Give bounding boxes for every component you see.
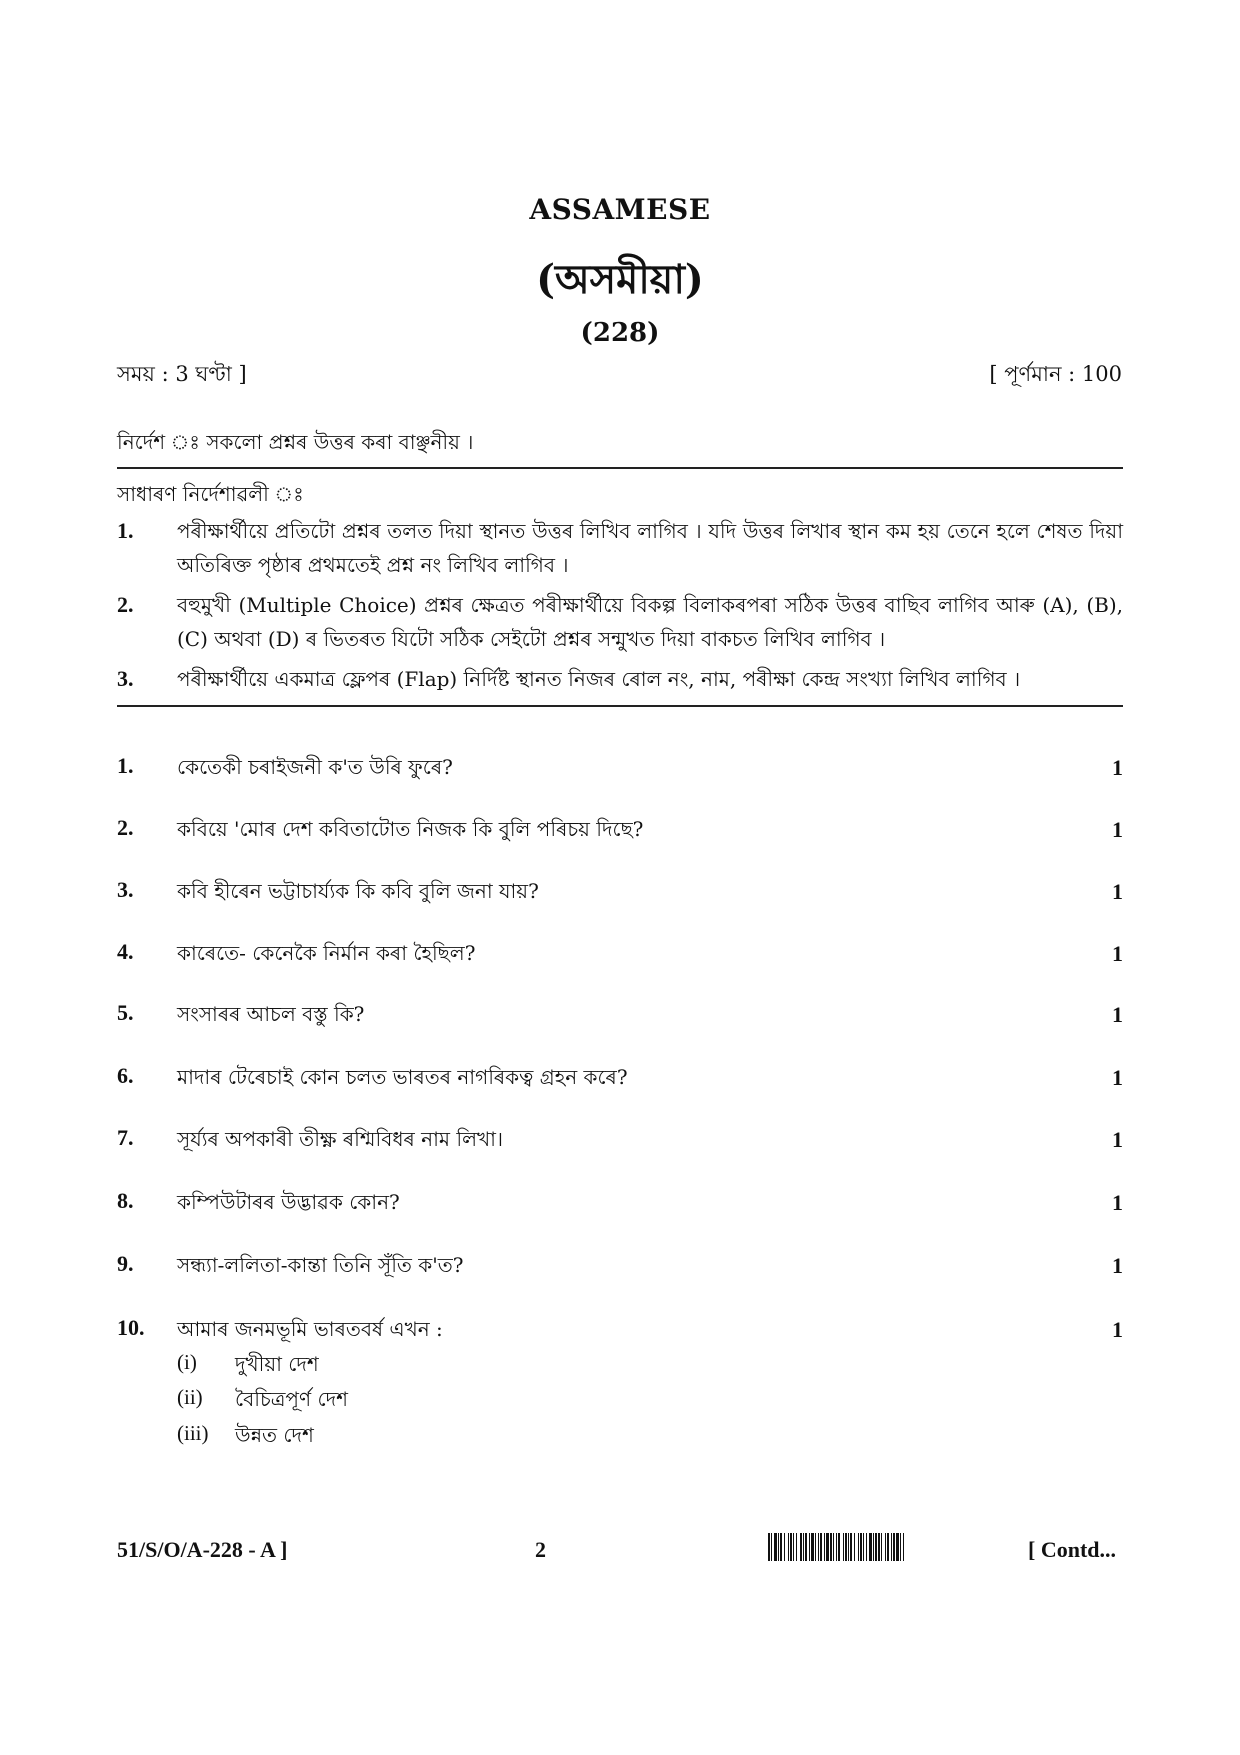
question-text: আমাৰ জনমভূমি ভাৰতবৰ্ষ এখন : [177, 1317, 443, 1341]
subject-native-title: (অসমীয়া) [536, 256, 704, 303]
option-text: উন্নত দেশ [235, 1423, 314, 1447]
instruction-number: 1. [117, 518, 134, 543]
paper-code: 51/S/O/A-228 - A ] [117, 1537, 288, 1562]
question-marks: 1 [1112, 879, 1123, 904]
question-row [117, 1251, 1123, 1285]
question-marks: 1 [1112, 1127, 1123, 1152]
subject-code: (228) [580, 318, 660, 348]
option-text: বৈচিত্ৰপূৰ্ণ দেশ [235, 1387, 348, 1411]
question-text: কবি হীৰেন ভট্টাচাৰ্য্যক কি কবি বুলি জনা যায়? [177, 879, 539, 903]
question-row [117, 1000, 1123, 1034]
instruction-text: পৰীক্ষাৰ্থীয়ে একমাত্ৰ ফ্লেপৰ (Flap) নিৰ্দিষ্ট স্থানত নিজৰ ৰোল নং, নাম, পৰীক্ষা কেন্দ্ৰ সংখ্যা লিখিব লাগিব । [177, 667, 1021, 691]
instruction-text: বহুমুখী (Multiple Choice) প্ৰশ্নৰ ক্ষেত্ৰত পৰীক্ষাৰ্থীয়ে বিকল্প বিলাকৰপৰা সঠিক উত্তৰ বাছিব লাগিব আৰু (A), (B), (C) অথবা (D) ৰ ভিতৰত যিটো সঠিক সেইটো প্ৰশ্নৰ সন্মুখত দিয়া বাকচত লিখিব লাগিব । [177, 593, 1123, 651]
question-text: কেতেকী চৰাইজনী ক'ত উৰি ফুৰে? [177, 755, 453, 779]
divider [117, 467, 1123, 469]
question-text: সংসাৰৰ আচল বস্তু কি? [177, 1002, 365, 1026]
question-marks: 1 [1112, 755, 1123, 780]
question-number: 6. [117, 1063, 134, 1088]
question-row [117, 1315, 1123, 1349]
general-instructions-heading: সাধাৰণ নিৰ্দেশাৱলী ঃ [117, 482, 304, 506]
question-marks: 1 [1112, 941, 1123, 966]
option-label: (iii) [177, 1421, 209, 1445]
question-row [117, 877, 1123, 911]
question-marks: 1 [1112, 817, 1123, 842]
option-label: (ii) [177, 1385, 203, 1409]
question-row [117, 753, 1123, 787]
question-number: 9. [117, 1251, 134, 1276]
question-number: 3. [117, 877, 134, 902]
question-marks: 1 [1112, 1253, 1123, 1278]
question-number: 8. [117, 1188, 134, 1213]
instruction-number: 2. [117, 592, 134, 617]
question-row [117, 939, 1123, 973]
instruction-number: 3. [117, 666, 134, 691]
instruction-text: পৰীক্ষাৰ্থীয়ে প্ৰতিটো প্ৰশ্নৰ তলত দিয়া স্থানত উত্তৰ লিখিব লাগিব । যদি উত্তৰ লিখাৰ স্থান কম হয় তেনে হলে শেষত দিয়া অতিৰিক্ত পৃষ্ঠাৰ প্ৰথমতেই প্ৰশ্ন নং লিখিব লাগিব । [177, 519, 1123, 577]
question-row [117, 1188, 1123, 1222]
question-text: সূৰ্য্যৰ অপকাৰী তীক্ষ্ণ ৰশ্মিবিধৰ নাম লিখা। [177, 1127, 504, 1151]
question-number: 1. [117, 753, 134, 778]
question-text: কবিয়ে 'মোৰ দেশ কবিতাটোত নিজক কি বুলি পৰিচয় দিছে? [177, 817, 644, 841]
question-marks: 1 [1112, 1190, 1123, 1215]
full-marks: [ পূৰ্ণমান : 100 [989, 362, 1122, 386]
time-allowed: সময় : 3 ঘণ্টা ] [117, 362, 247, 386]
question-text: কাৰেতে- কেনেকৈ নিৰ্মান কৰা হৈছিল? [177, 941, 476, 965]
option-text: দুখীয়া দেশ [235, 1352, 319, 1376]
divider [117, 705, 1123, 707]
question-marks: 1 [1112, 1065, 1123, 1090]
question-marks: 1 [1112, 1002, 1123, 1027]
question-row [117, 1063, 1123, 1097]
barcode-icon [768, 1533, 1020, 1561]
question-number: 7. [117, 1125, 134, 1150]
question-text: সন্ধ্যা-ললিতা-কান্তা তিনি সূঁতি ক'ত? [177, 1253, 464, 1277]
question-number: 5. [117, 1000, 134, 1025]
option-label: (i) [177, 1350, 197, 1374]
question-number: 4. [117, 939, 134, 964]
subject-title: ASSAMESE [529, 193, 711, 226]
question-marks: 1 [1112, 1317, 1123, 1342]
direction-note: নিৰ্দেশ ঃ সকলো প্ৰশ্নৰ উত্তৰ কৰা বাঞ্ছনীয় । [117, 430, 474, 454]
question-row [117, 815, 1123, 849]
page-number: 2 [535, 1537, 546, 1562]
question-text: কম্পিউটাৰৰ উদ্ভাৱক কোন? [177, 1190, 400, 1214]
question-number: 10. [117, 1315, 145, 1340]
continued-label: [ Contd... [1028, 1537, 1117, 1562]
question-number: 2. [117, 815, 134, 840]
question-text: মাদাৰ টেৰেচাই কোন চলত ভাৰতৰ নাগৰিকত্ব গ্ৰহন কৰে? [177, 1065, 628, 1089]
question-row [117, 1125, 1123, 1159]
